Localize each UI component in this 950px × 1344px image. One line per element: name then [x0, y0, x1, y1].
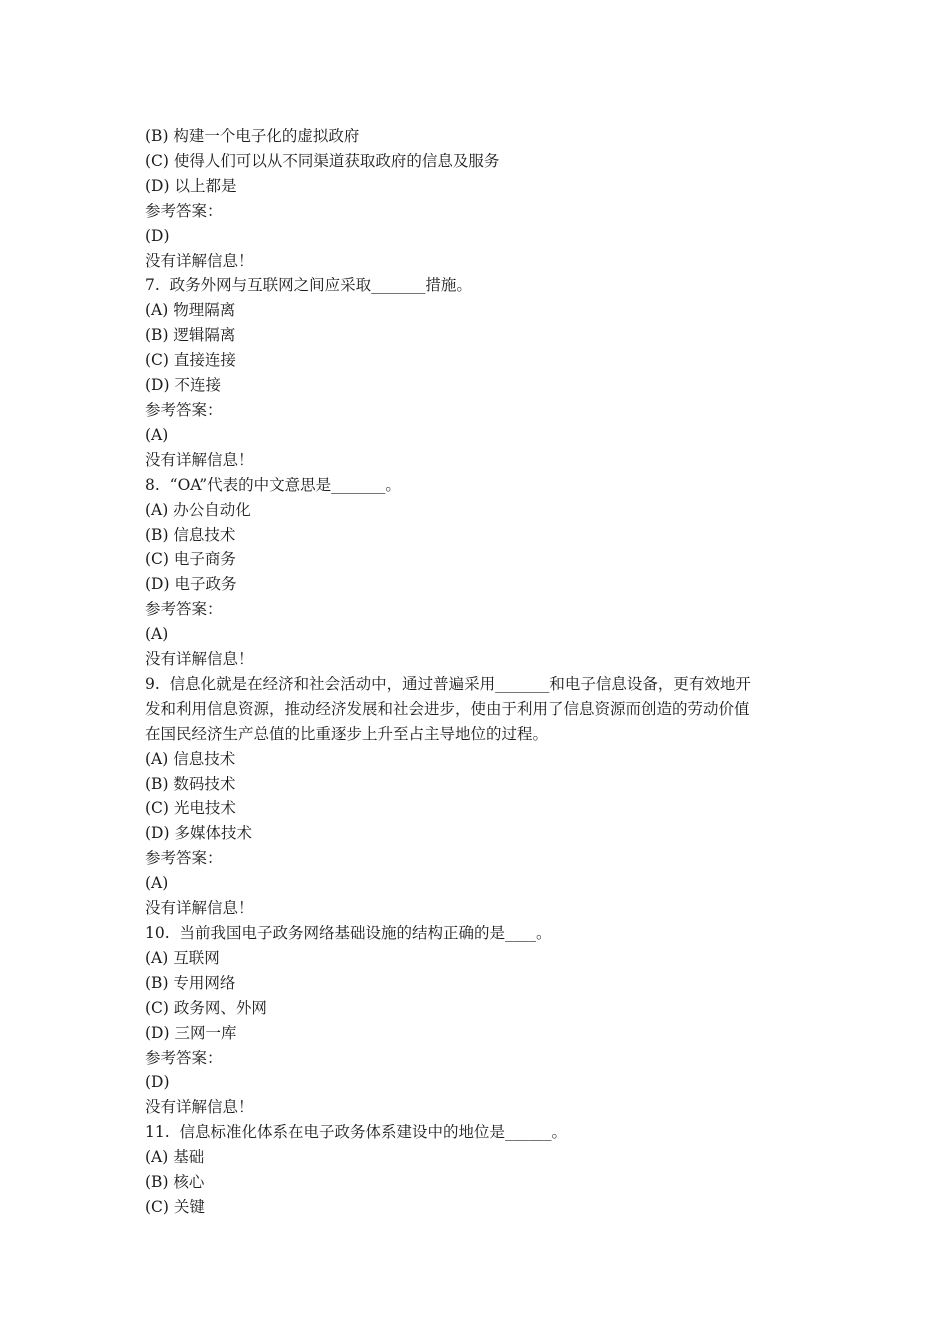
question-7-block — [145, 273, 815, 472]
question-8-block — [145, 473, 815, 672]
question-text-line-2: 发和利用信息资源，推动经济发展和社会进步，使由于利用了信息资源而创造的劳动价值 — [145, 699, 750, 718]
answer-value: (D) — [145, 1073, 170, 1092]
answer-value: (D) — [145, 226, 170, 245]
question-text: 8. “OA”代表的中文意思是_______。 — [145, 475, 401, 494]
option-a: (A) 信息技术 — [145, 749, 236, 768]
document-body — [145, 124, 815, 1220]
answer-label: 参考答案： — [145, 600, 223, 619]
option-a: (A) 互联网 — [145, 948, 220, 967]
answer-label: 参考答案： — [145, 849, 223, 868]
option-d: (D) 以上都是 — [145, 176, 237, 195]
option-b: (B) 数码技术 — [145, 774, 236, 793]
answer-label: 参考答案： — [145, 1048, 223, 1067]
option-d: (D) 三网一库 — [145, 1023, 237, 1042]
option-c: (C) 政务网、外网 — [145, 998, 267, 1017]
explanation-text: 没有详解信息！ — [145, 450, 254, 469]
explanation-text: 没有详解信息！ — [145, 650, 254, 669]
answer-value: (A) — [145, 425, 169, 444]
question-9-block — [145, 672, 815, 921]
answer-value: (A) — [145, 625, 169, 644]
option-c: (C) 电子商务 — [145, 550, 236, 569]
question-10-block — [145, 921, 815, 1120]
answer-label: 参考答案： — [145, 400, 223, 419]
option-c: (C) 直接连接 — [145, 351, 236, 370]
option-a: (A) 基础 — [145, 1148, 205, 1167]
option-b: (B) 核心 — [145, 1173, 205, 1192]
answer-label: 参考答案： — [145, 201, 223, 220]
option-d: (D) 电子政务 — [145, 575, 237, 594]
option-b: (B) 逻辑隔离 — [145, 326, 236, 345]
option-d: (D) 不连接 — [145, 376, 221, 395]
option-c: (C) 光电技术 — [145, 799, 236, 818]
answer-value: (A) — [145, 874, 169, 893]
option-c: (C) 使得人们可以从不同渠道获取政府的信息及服务 — [145, 151, 500, 170]
explanation-text: 没有详解信息！ — [145, 251, 254, 270]
option-b: (B) 构建一个电子化的虚拟政府 — [145, 127, 360, 145]
question-text: 11. 信息标准化体系在电子政务体系建设中的地位是______。 — [145, 1123, 568, 1142]
question-text-line-1: 9. 信息化就是在经济和社会活动中，通过普遍采用_______和电子信息设备，更有效地开 — [145, 674, 751, 693]
option-d: (D) 多媒体技术 — [145, 824, 252, 843]
option-a: (A) 物理隔离 — [145, 301, 236, 320]
explanation-text: 没有详解信息！ — [145, 899, 254, 918]
option-c: (C) 关键 — [145, 1197, 205, 1216]
question-text: 7. 政务外网与互联网之间应采取_______措施。 — [145, 276, 472, 295]
question-text: 10. 当前我国电子政务网络基础设施的结构正确的是____。 — [145, 924, 552, 942]
question-6-block — [145, 124, 815, 273]
option-b: (B) 专用网络 — [145, 973, 236, 992]
option-b: (B) 信息技术 — [145, 525, 236, 544]
explanation-text: 没有详解信息！ — [145, 1098, 254, 1117]
question-text-line-3: 在国民经济生产总值的比重逐步上升至占主导地位的过程。 — [145, 724, 549, 743]
question-11-block — [145, 1120, 815, 1220]
option-a: (A) 办公自动化 — [145, 500, 251, 519]
